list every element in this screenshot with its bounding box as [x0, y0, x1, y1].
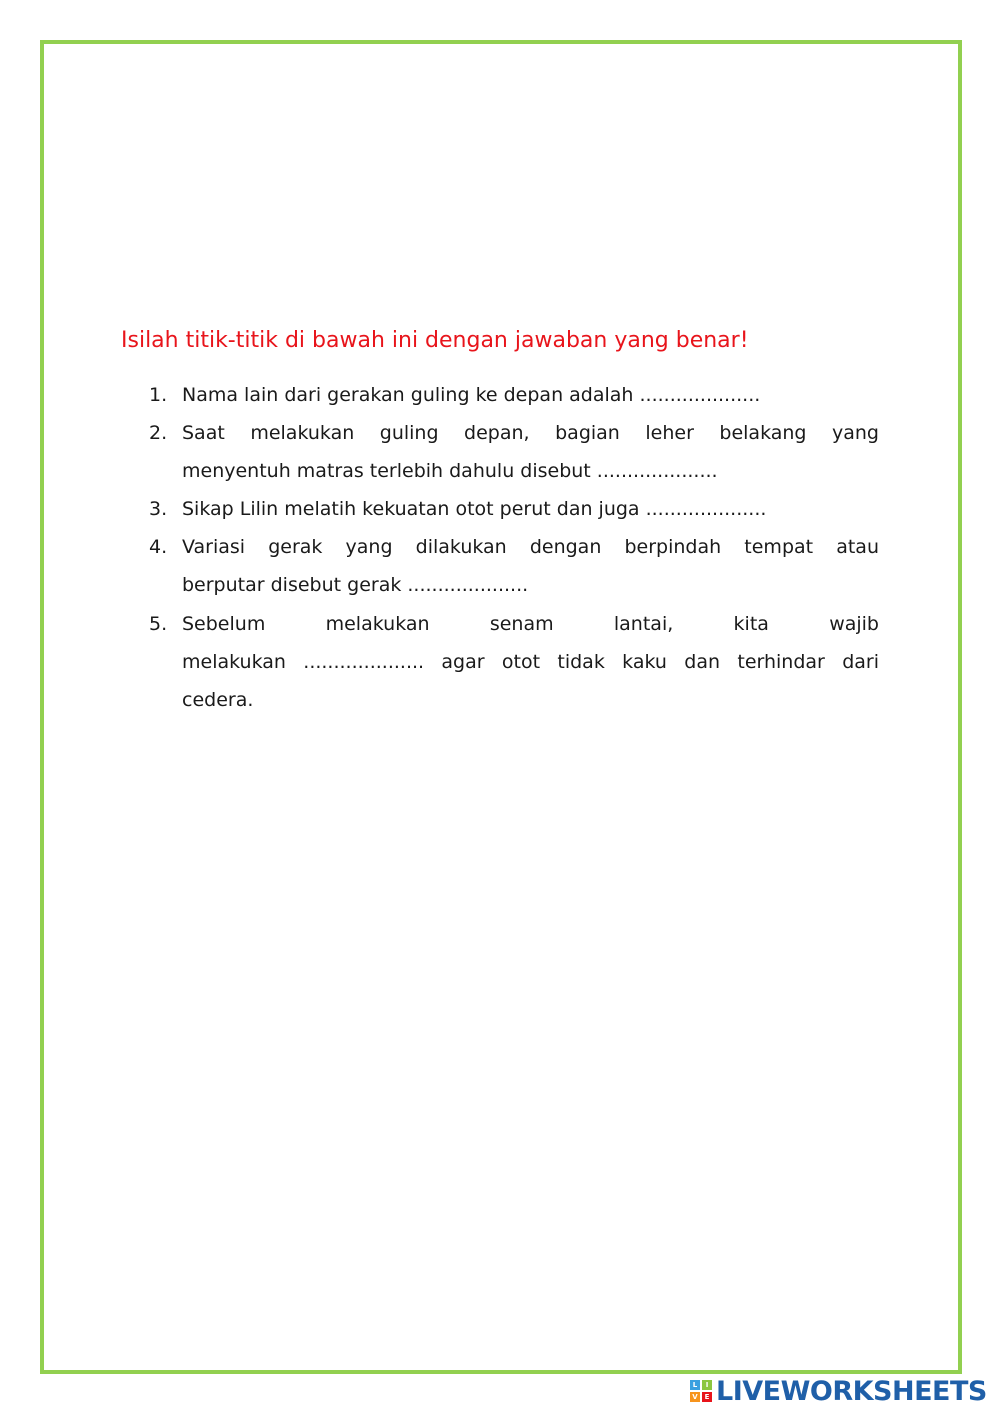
question-line: Variasi gerak yang dilakukan dengan berpindah tempat atau: [182, 536, 879, 558]
question-line: Sikap Lilin melatih kekuatan otot perut dan juga ....................: [182, 498, 767, 520]
liveworksheets-wordmark: LIVEWORKSHEETS: [716, 1375, 987, 1407]
logo-letter: E: [702, 1392, 712, 1402]
question-item-3: [149, 490, 879, 528]
question-text[interactable]: [182, 490, 879, 528]
question-text[interactable]: [182, 376, 879, 414]
logo-letter: I: [702, 1380, 712, 1390]
question-number: 5.: [149, 613, 168, 635]
question-item-2: [149, 414, 879, 490]
question-item-4: [149, 528, 879, 604]
question-text[interactable]: [182, 414, 879, 490]
logo-letter: L: [690, 1380, 700, 1390]
question-line: menyentuh matras terlebih dahulu disebut ....................: [182, 460, 718, 482]
instruction-heading: Isilah titik-titik di bawah ini dengan jawaban yang benar!: [121, 328, 749, 353]
question-line: Saat melakukan guling depan, bagian leher belakang yang: [182, 422, 879, 444]
question-line: Sebelum melakukan senam lantai, kita wajib: [182, 613, 879, 635]
question-list: [149, 376, 879, 719]
question-text[interactable]: [182, 605, 879, 719]
question-number: 2.: [149, 422, 168, 444]
question-number: 4.: [149, 536, 168, 558]
logo-letter: V: [690, 1392, 700, 1402]
question-number: 3.: [149, 498, 168, 520]
question-line: melakukan .................... agar otot tidak kaku dan terhindar dari: [182, 651, 879, 673]
question-number: 1.: [149, 384, 168, 406]
liveworksheets-logo-icon: [690, 1380, 712, 1402]
question-line: berputar disebut gerak ....................: [182, 574, 529, 596]
question-line: Nama lain dari gerakan guling ke depan adalah ....................: [182, 384, 761, 406]
question-item-1: [149, 376, 879, 414]
question-text[interactable]: [182, 528, 879, 604]
question-line: cedera.: [182, 689, 254, 711]
liveworksheets-logo: [690, 1374, 987, 1408]
question-item-5: [149, 605, 879, 719]
